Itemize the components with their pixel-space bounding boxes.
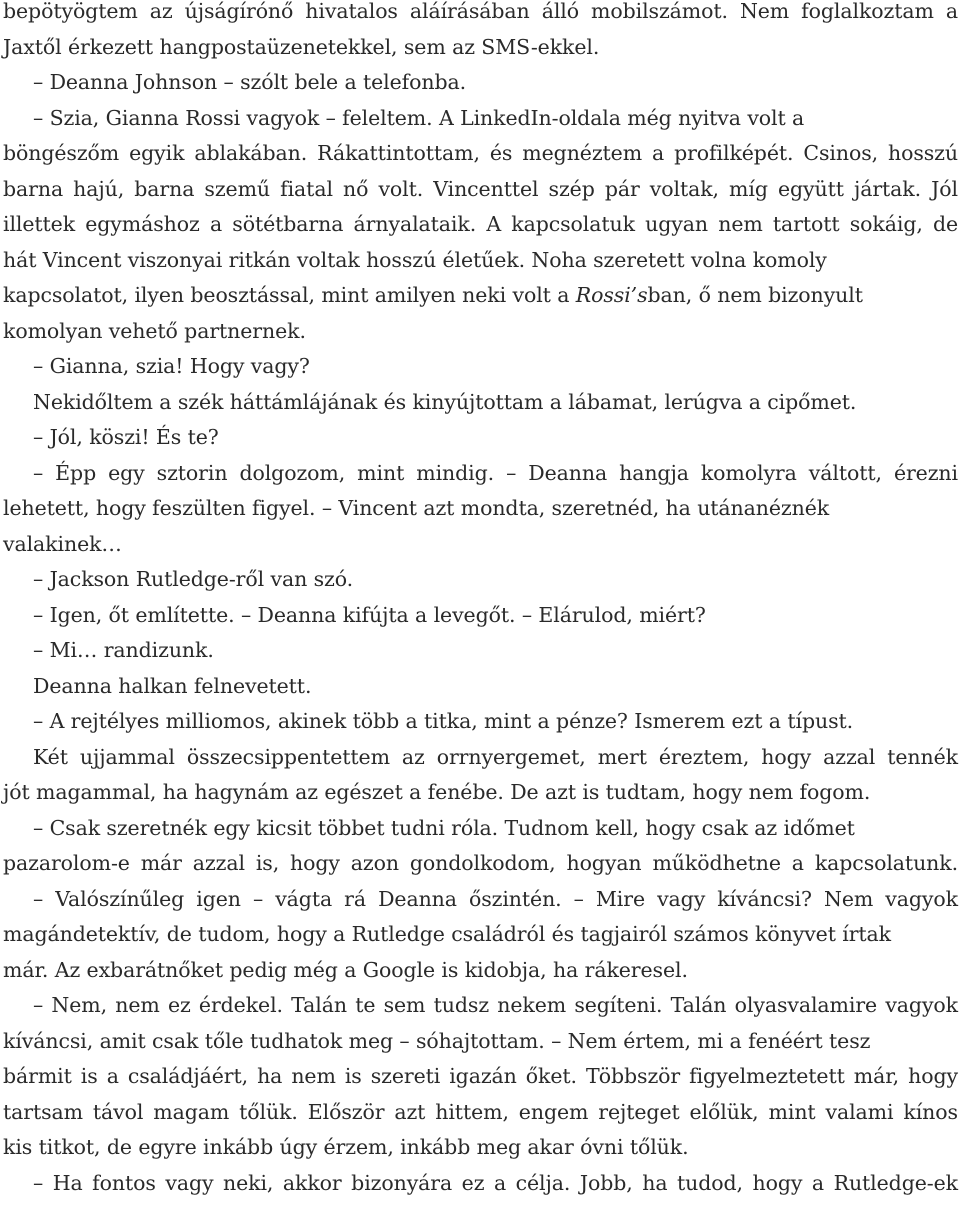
text-line-content: komolyan vehető partnernek. <box>3 318 306 343</box>
text-line <box>3 811 960 847</box>
text-line-content: – Szia, Gianna Rossi vagyok – feleltem. A LinkedIn-oldala még nyitva volt a <box>33 105 805 130</box>
text-line-content: – Épp egy sztorin dolgozom, mint mindig. – Deanna hangja komolyra váltott, érezni <box>33 460 958 485</box>
text-line-content: jót magammal, ha hagynám az egészet a fenébe. De azt is tudtam, hogy nem fogom. <box>3 780 871 804</box>
text-line <box>3 740 960 776</box>
text-line <box>3 598 960 634</box>
text-line <box>3 278 960 314</box>
text-segment: kapcsolatot, ilyen beosztással, mint amilyen neki volt a <box>3 283 576 307</box>
text-line <box>3 1130 960 1166</box>
italic-text: Rossi’s <box>575 283 648 307</box>
text-line-content <box>3 278 863 314</box>
text-line <box>3 527 960 563</box>
text-line <box>3 704 960 740</box>
text-line-content: tartsam távol magam tőlük. Először azt hittem, engem rejteget előlük, mint valami kínos <box>3 1099 958 1124</box>
text-line-content: illettek egymáshoz a sötétbarna árnyalataik. A kapcsolatuk ugyan nem tartott sokáig, de <box>3 212 959 236</box>
text-line <box>3 243 960 279</box>
text-line <box>3 988 960 1024</box>
text-line-content: kíváncsi, amit csak tőle tudhatok meg – sóhajtottam. – Nem értem, mi a fenéért tesz <box>3 1028 871 1053</box>
text-line-content: magándetektív, de tudom, hogy a Rutledge családról és tagjairól számos könyvet írtak <box>3 922 891 946</box>
text-line <box>3 1166 960 1202</box>
text-line <box>3 562 960 598</box>
text-line <box>3 669 960 705</box>
text-line <box>3 1095 960 1131</box>
text-segment: ban, ő nem bizonyult <box>647 283 863 307</box>
text-line-content: bepötyögtem az újságírónő hivatalos aláírásában álló mobilszámot. Nem foglalkoztam a <box>3 0 958 23</box>
text-line <box>3 953 960 989</box>
text-line <box>3 101 960 137</box>
text-line-content: valakinek… <box>3 531 122 556</box>
text-line-content: bármit is a családjáért, ha nem is szereti igazán őket. Többször figyelmeztetett már, hogy <box>3 1064 958 1088</box>
text-line-content: már. Az exbarátnőket pedig még a Google is kidobja, ha rákeresel. <box>3 957 688 982</box>
text-line-content: Két ujjammal összecsippentettem az orrnyergemet, mert éreztem, hogy azzal tennék <box>33 744 958 769</box>
text-line <box>3 456 960 492</box>
text-line <box>3 775 960 811</box>
text-line-content: – Jól, köszi! És te? <box>33 425 219 449</box>
text-line-content: Deanna halkan felnevetett. <box>33 673 312 698</box>
text-line <box>3 349 960 385</box>
text-line-content: hát Vincent viszonyai ritkán voltak hosszú életűek. Noha szeretett volna komoly <box>3 247 827 272</box>
text-line <box>3 917 960 953</box>
text-line <box>3 633 960 669</box>
text-line <box>3 1024 960 1060</box>
text-line <box>3 882 960 918</box>
body-text <box>3 0 960 1201</box>
text-line-content: – Igen, őt említette. – Deanna kifújta a levegőt. – Elárulod, miért? <box>33 602 706 627</box>
text-line-content: – Deanna Johnson – szólt bele a telefonba. <box>33 70 467 94</box>
text-line-content: – Ha fontos vagy neki, akkor bizonyára ez a célja. Jobb, ha tudod, hogy a Rutledge-ek <box>33 1170 958 1195</box>
text-line <box>3 136 960 172</box>
text-line <box>3 314 960 350</box>
text-line-content: lehetett, hogy feszülten figyel. – Vincent azt mondta, szeretnéd, ha utánanéznék <box>3 496 830 520</box>
text-line-content: – Csak szeretnék egy kicsit többet tudni róla. Tudnom kell, hogy csak az időmet <box>33 815 855 840</box>
text-line-content: – Gianna, szia! Hogy vagy? <box>33 354 310 378</box>
text-line-content: – Jackson Rutledge-ről van szó. <box>33 567 354 591</box>
text-line <box>3 491 960 527</box>
text-line <box>3 1059 960 1095</box>
text-line <box>3 172 960 208</box>
text-line-content: barna hajú, barna szemű fiatal nő volt. Vincenttel szép pár voltak, míg együtt jártak. Jól <box>3 176 958 201</box>
text-line-content: kis titkot, de egyre inkább úgy érzem, inkább meg akar óvni tőlük. <box>3 1135 689 1159</box>
text-line-content: böngészőm egyik ablakában. Rákattintottam, és megnéztem a profilképét. Csinos, hosszú <box>3 141 958 165</box>
text-line <box>3 30 960 66</box>
text-line-content: – Valószínűleg igen – vágta rá Deanna őszintén. – Mire vagy kíváncsi? Nem vagyok <box>33 886 958 911</box>
text-line-content: Nekidőltem a szék háttámlájának és kinyújtottam a lábamat, lerúgva a cipőmet. <box>33 389 857 414</box>
text-line <box>3 65 960 101</box>
text-line <box>3 420 960 456</box>
text-line-content: – A rejtélyes milliomos, akinek több a titka, mint a pénze? Ismerem ezt a típust. <box>33 709 854 733</box>
text-line <box>3 385 960 421</box>
text-line-content: – Mi… randizunk. <box>33 638 214 662</box>
text-line-content: Jaxtől érkezett hangpostaüzenetekkel, sem az SMS-ekkel. <box>3 34 600 59</box>
text-line <box>3 207 960 243</box>
text-line-content: pazarolom-e már azzal is, hogy azon gondolkodom, hogyan működhetne a kapcsolatunk. <box>3 851 959 875</box>
text-line-content: – Nem, nem ez érdekel. Talán te sem tudsz nekem segíteni. Talán olyasvalamire vagyok <box>33 993 958 1017</box>
text-line <box>3 0 960 30</box>
text-line <box>3 846 960 882</box>
